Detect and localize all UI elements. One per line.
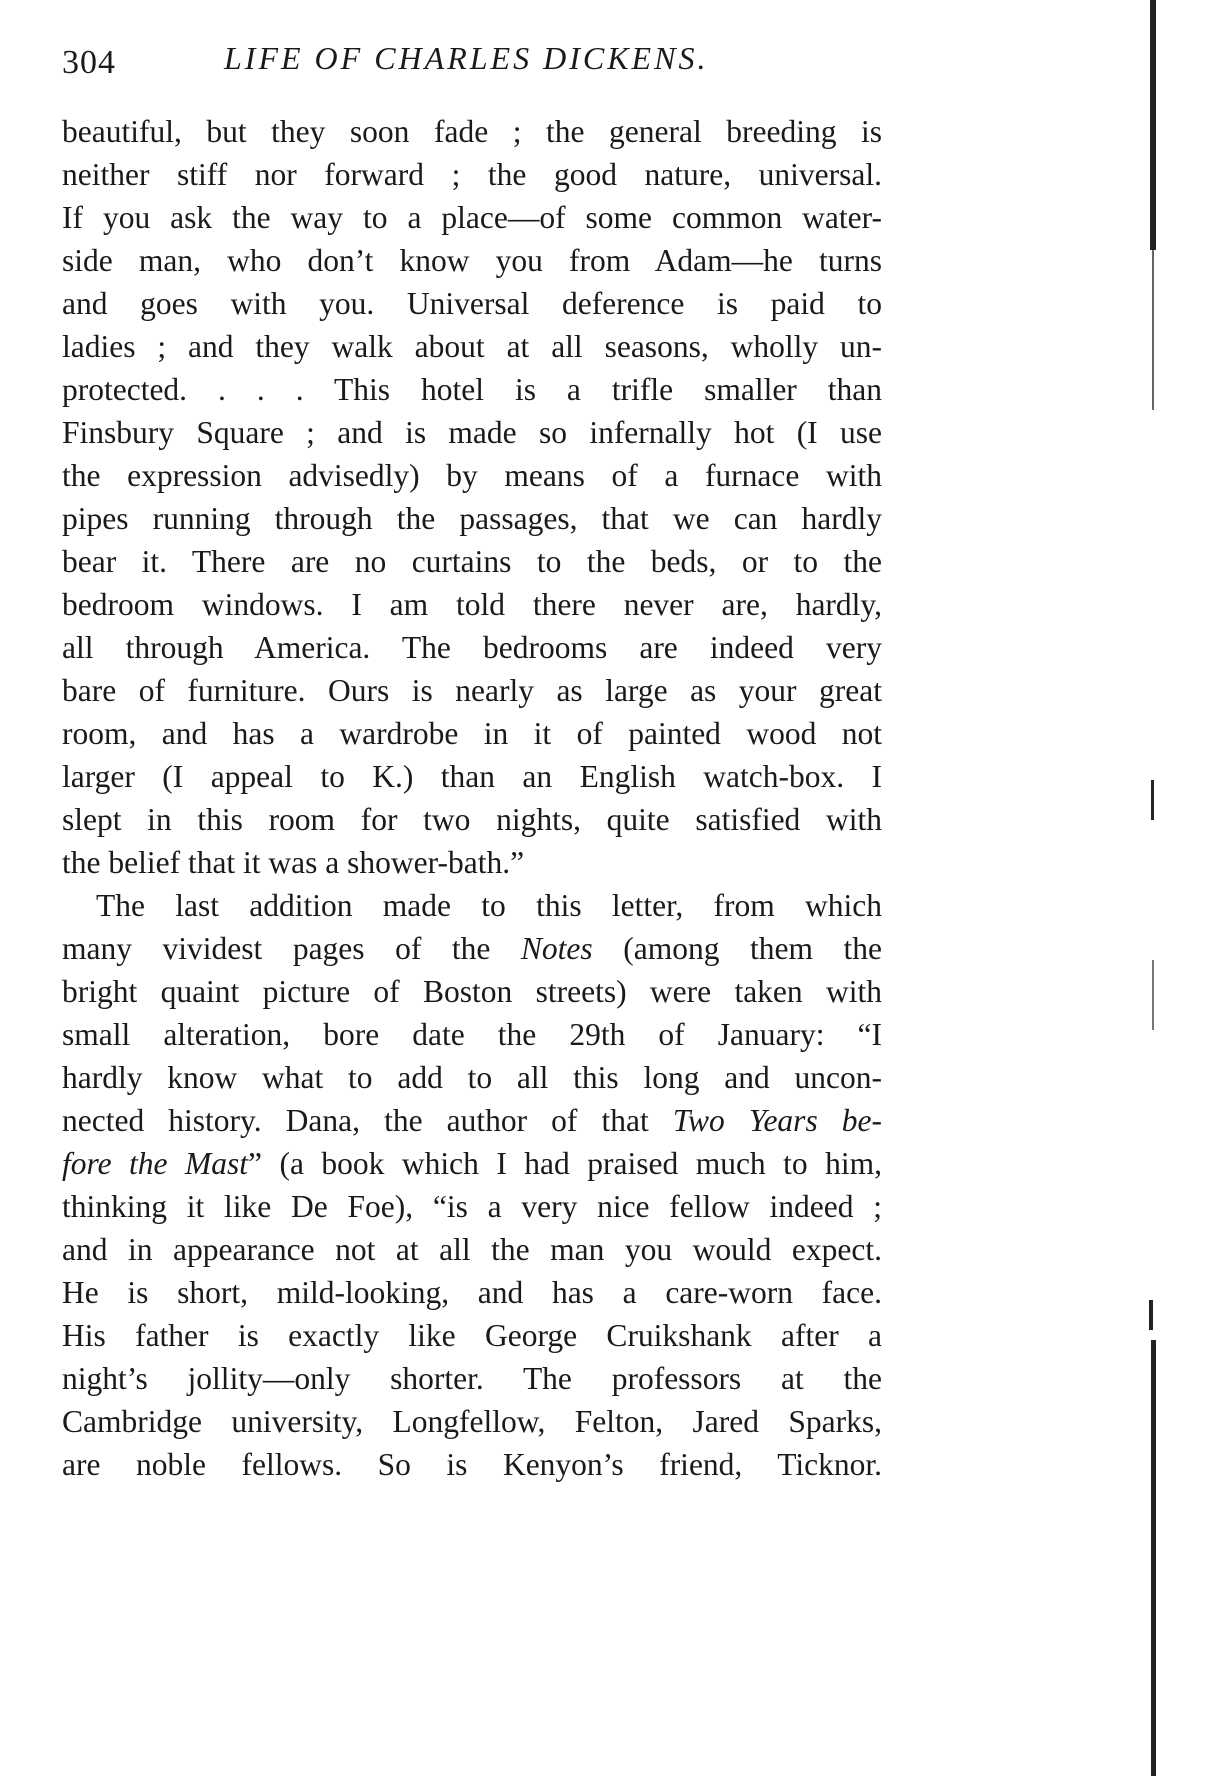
italic-title-notes: Notes: [520, 931, 593, 966]
text-line: and goes with you. Universal deference is paid to: [62, 286, 882, 321]
text-line: and in appearance not at all the man you would expect.: [62, 1232, 882, 1267]
text-line: many vividest pages of the Notes (among them the: [62, 931, 882, 966]
text-line: nected history. Dana, the author of that Two Years be-: [62, 1103, 882, 1138]
text-line: fore the Mast” (a book which I had praised much to him,: [62, 1146, 883, 1181]
text-line: pipes running through the passages, that we can hardly: [62, 501, 882, 536]
text-line: Finsbury Square ; and is made so infernally hot (I use: [62, 415, 882, 450]
text-line: If you ask the way to a place—of some common water-: [62, 200, 882, 235]
page-header: [62, 40, 902, 90]
text-line: bare of furniture. Ours is nearly as large as your great: [62, 673, 882, 708]
scan-page-edge: [1068, 0, 1228, 1776]
text-line: bedroom windows. I am told there never are, hardly,: [62, 587, 882, 622]
italic-title-two-years: Two Years be-: [672, 1103, 882, 1138]
text-line: ladies ; and they walk about at all seasons, wholly un-: [62, 329, 882, 364]
running-title: LIFE OF CHARLES DICKENS.: [224, 40, 709, 76]
text-line: the belief that it was a shower-bath.”: [62, 845, 525, 880]
text-line: slept in this room for two nights, quite satisfied with: [62, 802, 882, 837]
text-line: protected. . . . This hotel is a trifle smaller than: [62, 372, 882, 407]
text-line: thinking it like De Foe), “is a very nice fellow indeed ;: [62, 1189, 882, 1224]
text-line: side man, who don’t know you from Adam—he turns: [62, 243, 882, 278]
text-line: beautiful, but they soon fade ; the general breeding is: [62, 114, 882, 149]
text-line: are noble fellows. So is Kenyon’s friend, Ticknor.: [62, 1447, 882, 1482]
text-line: the expression advisedly) by means of a furnace with: [62, 458, 882, 493]
text-line: He is short, mild-looking, and has a care-worn face.: [62, 1275, 882, 1310]
text-line: room, and has a wardrobe in it of painted wood not: [62, 716, 882, 751]
text-line: all through America. The bedrooms are indeed very: [62, 630, 882, 665]
italic-title-mast: fore the Mast: [62, 1146, 249, 1181]
text-line: larger (I appeal to K.) than an English watch-box. I: [62, 759, 882, 794]
text-line: His father is exactly like George Cruikshank after a: [62, 1318, 882, 1353]
body-text: [62, 110, 882, 1486]
text-line: Cambridge university, Longfellow, Felton, Jared Sparks,: [62, 1404, 882, 1439]
page-number: 304: [62, 44, 116, 81]
text-line: small alteration, bore date the 29th of January: “I: [62, 1017, 882, 1052]
text-line: night’s jollity—only shorter. The professors at the: [62, 1361, 882, 1396]
text-line: bear it. There are no curtains to the beds, or to the: [62, 544, 882, 579]
text-line: hardly know what to add to all this long and uncon-: [62, 1060, 882, 1095]
text-line: neither stiff nor forward ; the good nature, universal.: [62, 157, 882, 192]
text-line: bright quaint picture of Boston streets) were taken with: [62, 974, 882, 1009]
text-line-paragraph-start: The last addition made to this letter, from which: [96, 888, 882, 923]
